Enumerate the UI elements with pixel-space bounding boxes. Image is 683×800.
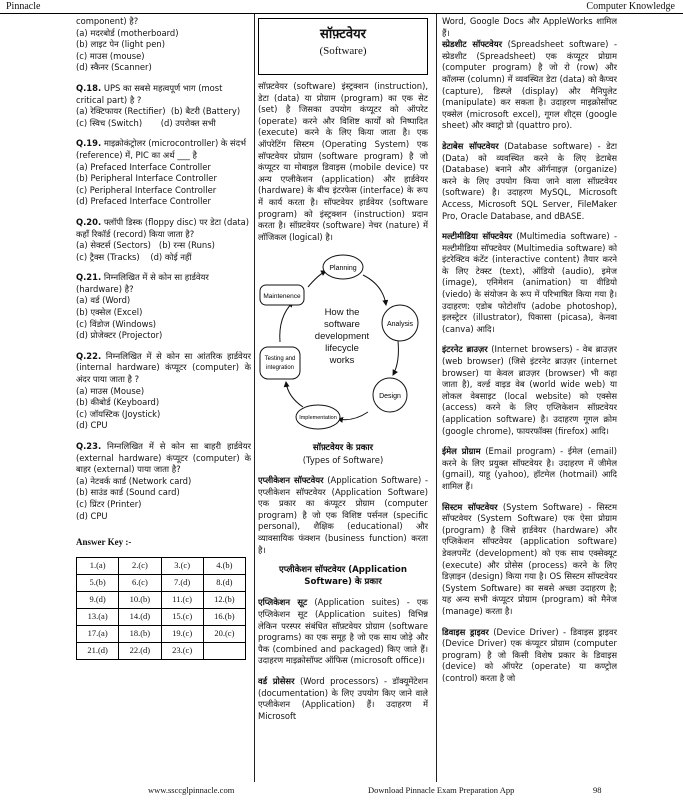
svg-text:How the: How the bbox=[324, 307, 360, 319]
question-20: Q.20. फ्लॉपी डिस्क (floppy disc) पर डेटा (data) कहाँ रिकॉर्ड (record) किया जाता है? bbox=[76, 216, 250, 239]
header-brand: Pinnacle bbox=[6, 1, 41, 12]
option: (d) Prefaced Interface Controller bbox=[76, 196, 211, 207]
footer-website: www.ssccglpinnacle.com bbox=[148, 785, 235, 795]
testing-label: Testing and bbox=[264, 356, 296, 363]
svg-text:works: works bbox=[329, 355, 355, 367]
application-types-title: एप्लीकेशन सॉफ्टवेयर (Application Software) के प्रकार bbox=[279, 565, 407, 587]
table-cell: 4.(b) bbox=[203, 557, 245, 574]
table-cell: 23.(c) bbox=[161, 642, 203, 659]
option: (c) विंडोज (Windows) bbox=[76, 318, 157, 329]
svg-text:lifecycle: lifecycle bbox=[325, 343, 359, 355]
option: (a) वर्ड (Word) bbox=[76, 295, 131, 306]
application-software-paragraph: एप्लीकेशन सॉफ्टवेयर (Application Software) - एप्लीकेशन सॉफ्टवेयर (Application Software) एक प्रकार का कंप्यूटर प्रोग्राम (computer program) है जो एक विशिष्ट पर्सनल (specific personal), शैक्षिक (educational) और व्यावसायिक फंक्शन (business function) करता है। bbox=[258, 475, 428, 555]
table-cell: 14.(d) bbox=[119, 608, 161, 625]
option: (a) Prefaced Interface Controller bbox=[76, 161, 211, 172]
question-21: Q.21. निम्नलिखित में से कोन सा हार्डवेयर (hardware) है? bbox=[76, 272, 209, 294]
column-1 bbox=[76, 16, 251, 778]
table-row bbox=[77, 608, 246, 625]
table-cell: 17.(a) bbox=[77, 625, 119, 642]
section-title-hindi: सॉफ़्टवेयर bbox=[320, 27, 366, 42]
options-row: (a) सेक्टर्स (Sectors) (b) रन्स (Runs) bbox=[76, 240, 215, 251]
planning-label: Planning bbox=[329, 265, 357, 273]
analysis-node bbox=[382, 305, 418, 341]
table-cell: 13.(a) bbox=[77, 608, 119, 625]
option: (d) CPU bbox=[76, 510, 108, 521]
column-2 bbox=[258, 16, 428, 778]
question-22: Q.22. निम्नलिखित में से कोन सा आंतरिक हार्डवेयर (internal hardware) कंप्यूटर (computer) के अंदर पाया जाता है ? bbox=[76, 350, 251, 385]
spreadsheet-software-paragraph: स्प्रेडशीट सॉफ्टवेयर (Spreadsheet software) - स्प्रेडशीट (Spreadsheet) एक कंप्यूटर प्रोग्राम (computer program) है जो रो (row) और कॉलम्स (column) में व्यवस्थित डेटा (data) को कैप्चर (capture), डिस्प्ले (display) और मैनिपुलेट (manipulate) कर सकता है। उदाहरण माइक्रोसॉफ्ट एक्सेल (microsoft excel), गूगल शीट्स (google sheet) और क्वाट्रो प्रो (quattro pro). bbox=[442, 39, 617, 131]
options-row: (a) रेक्टिफायर (Rectifier) (b) बैटरी (Battery) bbox=[76, 106, 241, 117]
types-title-english: (Types of Software) bbox=[302, 454, 384, 465]
table-cell: 21.(d) bbox=[77, 642, 119, 659]
question-18: Q.18. UPS का सबसे महत्वपूर्ण भाग (most critical part) है ? bbox=[76, 82, 223, 105]
table-cell: 8.(d) bbox=[203, 574, 245, 591]
options-row: (c) स्विच (Switch) (d) उपरोक्त सभी bbox=[76, 117, 216, 128]
option: (b) कीबोर्ड (Keyboard) bbox=[76, 397, 160, 408]
page-number: 98 bbox=[593, 785, 602, 795]
database-software-paragraph: डेटाबेस सॉफ्टवेयर (Database software) - डेटा (Data) को व्यवस्थित करने के लिए डेटाबेस (Database) बनाने और ऑर्गनाइज़ (organize) करने के लिए उपयोग किया जाने वाला सॉफ़्टवेयर (software) है। उदाहरण MySQL, Microsoft Access, Microsoft SQL Server, FileMaker Pro, Oracle Database, and dBASE. bbox=[442, 140, 617, 221]
table-cell: 16.(b) bbox=[203, 608, 245, 625]
option: (b) एक्सेल (Excel) bbox=[76, 307, 143, 318]
page-header bbox=[0, 0, 683, 14]
table-cell: 11.(c) bbox=[161, 591, 203, 608]
testing-label: integration bbox=[265, 365, 295, 372]
header-subject: Computer Knowledge bbox=[586, 1, 675, 12]
question-23: Q.23. निम्नलिखित में से कोन सा बाहरी हार्डवेयर (external hardware) कंप्यूटर (computer) के बाहर (external) पाया जाता है? bbox=[76, 441, 251, 475]
table-cell: 15.(c) bbox=[161, 608, 203, 625]
option: (b) Peripheral Interface Controller bbox=[76, 173, 217, 184]
option: (a) मदरबोर्ड (motherboard) bbox=[76, 27, 179, 38]
design-node bbox=[373, 378, 407, 412]
table-cell: 2.(c) bbox=[119, 557, 161, 574]
option: (c) Peripheral Interface Controller bbox=[76, 184, 217, 195]
table-cell bbox=[203, 642, 245, 659]
svg-text:development: development bbox=[314, 331, 370, 343]
option: (d) CPU bbox=[76, 420, 108, 431]
answer-key-table bbox=[76, 557, 246, 660]
device-driver-paragraph: डिवाइस ड्राइवर (Device Driver) - डिवाइस ड्राइवर (Device Driver) एक कंप्यूटर प्रोग्राम (computer program) है जो किसी विशेष प्रकार के डिवाइस (device) को ऑपरेट (operate) या कण्ट्रोल (control) करता है जो bbox=[442, 626, 617, 683]
footer-app-promo: Download Pinnacle Exam Preparation App bbox=[368, 785, 515, 795]
header-rule bbox=[0, 13, 683, 14]
design-label: Design bbox=[379, 393, 401, 401]
table-cell: 20.(c) bbox=[203, 625, 245, 642]
options-row: (c) ट्रैक्स (Tracks) (d) कोई नहीं bbox=[76, 251, 192, 262]
table-row bbox=[77, 574, 246, 591]
sdlc-cycle-diagram bbox=[258, 247, 428, 437]
table-row bbox=[77, 591, 246, 608]
question-19: Q.19. माइक्रोकंट्रोलर (microcontroller) के संदर्भ (reference) में, PIC का अर्थ ___ है bbox=[76, 138, 247, 160]
option: (a) नेटवर्क कार्ड (Network card) bbox=[76, 475, 192, 486]
option: (d) स्कैनर (Scanner) bbox=[76, 62, 152, 73]
table-row bbox=[77, 557, 246, 574]
table-cell: 7.(d) bbox=[161, 574, 203, 591]
table-cell: 1.(a) bbox=[77, 557, 119, 574]
column-3 bbox=[442, 16, 617, 778]
implementation-label: Implementation bbox=[299, 415, 337, 422]
table-cell: 3.(c) bbox=[161, 557, 203, 574]
column-divider-2 bbox=[436, 14, 437, 782]
table-cell: 18.(b) bbox=[119, 625, 161, 642]
table-cell: 6.(c) bbox=[119, 574, 161, 591]
system-software-paragraph: सिस्टम सॉफ्टवेयर (System Software) - सिस्टम सॉफ्टवेयर (System Software) एक ऐसा प्रोग्राम (program) है जिसे हार्डवेयर (hardware) और एप्लिकेशन सॉफ्टवेयर (application software) डेवलपमेंट (development) को एक साथ एक्सेक्यूट (execute) और प्रोसेस (process) करने के लिए डिज़ाइन (design) किया गया है। OS सिस्टम सॉफ्टवेयर (System Software) का सबसे अच्छा उदाहरण है; यह अन्य सभी कंप्यूटर प्रोग्राम (program) को मैनेज (manage) करता है। bbox=[442, 501, 617, 616]
maintenance-node bbox=[260, 285, 304, 305]
option: (c) जॉयस्टिक (Joystick) bbox=[76, 408, 161, 419]
analysis-label: Analysis bbox=[386, 321, 414, 329]
table-cell: 5.(b) bbox=[77, 574, 119, 591]
option: (b) लाइट पेन (light pen) bbox=[76, 39, 165, 50]
option: (b) साउंड कार्ड (Sound card) bbox=[76, 487, 180, 498]
answer-key-title: Answer Key :- bbox=[76, 537, 132, 548]
internet-browser-paragraph: इंटरनेट ब्राउज़र (Internet browsers) - वेब ब्राउज़र (web browser) (जिसे इंटरनेट ब्राउज़र (internet browser) या केवल ब्राउज़र (browser) भी कहा जाता है), वर्ल्ड वाइड वेब (world wide web) या लोकल वेबसाइट (local website) को एक्सेस (access) करने के लिए एप्लिकेशन सॉफ़्टवेयर (application software) है। उदाहरण गूगल क्रोम (google chrome), फायरफॉक्स (firefox) आदि। bbox=[442, 344, 617, 436]
option: (d) प्रोजेक्टर (Projector) bbox=[76, 330, 163, 341]
option: (c) प्रिंटर (Printer) bbox=[76, 498, 142, 509]
multimedia-software-paragraph: मल्टीमीडिया सॉफ्टवेयर (Multimedia software) - मल्टीमीडिया सॉफ्टवेयर (Multimedia software) को इंटरेक्टिव कंटेंट (interactive content) तैयार करने के लिए टेक्स्ट (text), ऑडियो (audio), इमेज (image), एनिमेशन (animation) या वीडियो (viedo) के संयोजन के रूप में परिभाषित किया गया है। उदाहरण: एडोब फोटोशॉप (adobe photoshop), इलस्ट्रेटर (illustrator), पिकासा (picasa), केनवा (canva) आदि। bbox=[442, 231, 617, 334]
planning-node bbox=[323, 255, 363, 279]
email-program-paragraph: ईमेल प्रोग्राम (Email program) - ईमेल (email) करने के लिए प्रयुक्त सॉफ्टवेयर है। उदाहरण में जीमेल (gmail), याहू (yahoo), हॉटमेल (hotmail) आदि शामिल हैं। bbox=[442, 446, 617, 491]
column-divider-1 bbox=[254, 14, 255, 782]
types-title-hindi: सॉफ़्टवेयर के प्रकार bbox=[312, 442, 374, 453]
prev-question-line: component) है? bbox=[76, 16, 139, 26]
implementation-node bbox=[296, 405, 340, 429]
table-row bbox=[77, 642, 246, 659]
testing-node bbox=[260, 347, 300, 379]
word-processor-paragraph: वर्ड प्रोसेसर (Word processors) - डॉक्यूमेंटेशन (documentation) के लिए उपयोग किए जाने वाले एप्लीकेशन (Application) हैं। उदाहरण में Microsoft bbox=[258, 676, 428, 721]
table-row bbox=[77, 625, 246, 642]
section-title-english: (Software) bbox=[319, 45, 367, 57]
table-cell: 19.(c) bbox=[161, 625, 203, 642]
table-cell: 10.(b) bbox=[119, 591, 161, 608]
option: (a) माउस (Mouse) bbox=[76, 385, 145, 396]
table-cell: 12.(b) bbox=[203, 591, 245, 608]
maintenance-label: Maintenence bbox=[263, 293, 301, 301]
diagram-center-text bbox=[315, 307, 370, 366]
table-cell: 22.(d) bbox=[119, 642, 161, 659]
option: (c) माउस (mouse) bbox=[76, 50, 145, 61]
software-intro-paragraph: सॉफ़्टवेयर (software) इंस्ट्रक्शन (instruction), डेटा (data) या प्रोग्राम (program) का एक सेट (set) है जिसका उपयोग कंप्यूटर को ऑपरेट (operate) करने और विशिष्ट कार्यों को निष्पादित (execute) करने के लिए किया जाता है। एक ऑपरेटिंग सिस्टम (Operating System) एक सॉफ्टवेयर प्रोग्राम (software program) है जो कंप्यूटर या मोबाइल डिवाइस (mobile device) पर अन्य एप्लीकेशन (application) और हार्डवेयर (hardware) के बीच इंटरफेस (interface) के रूप में कार्य करता है। सॉफ्टवेयर हार्डवेयर (software program) को इंस्ट्रक्शन (instruction) प्रदान करता है। सॉफ़्टवेयर (software) नेचर (nature) में लॉजिकल (logical) है। bbox=[258, 81, 428, 242]
svg-text:software: software bbox=[324, 319, 360, 331]
word-processor-continued: Word, Google Docs और AppleWorks शामिल हैं। bbox=[442, 16, 617, 38]
section-title-box bbox=[258, 18, 428, 75]
application-suite-paragraph: एप्लिकेशन सूट (Application suites) - एक एप्लिकेशन सूट (Application suites) विभिन्न लेकिन परस्पर संबंधित सॉफ़्टवेयर प्रोग्राम (software programs) का एक समूह है जो एक साथ जोड़े और पैक (combined and packaged) किए जाते हैं। उदाहरण माइक्रोसॉफ्ट ऑफिस (microsoft office)। bbox=[258, 597, 428, 666]
table-cell: 9.(d) bbox=[77, 591, 119, 608]
